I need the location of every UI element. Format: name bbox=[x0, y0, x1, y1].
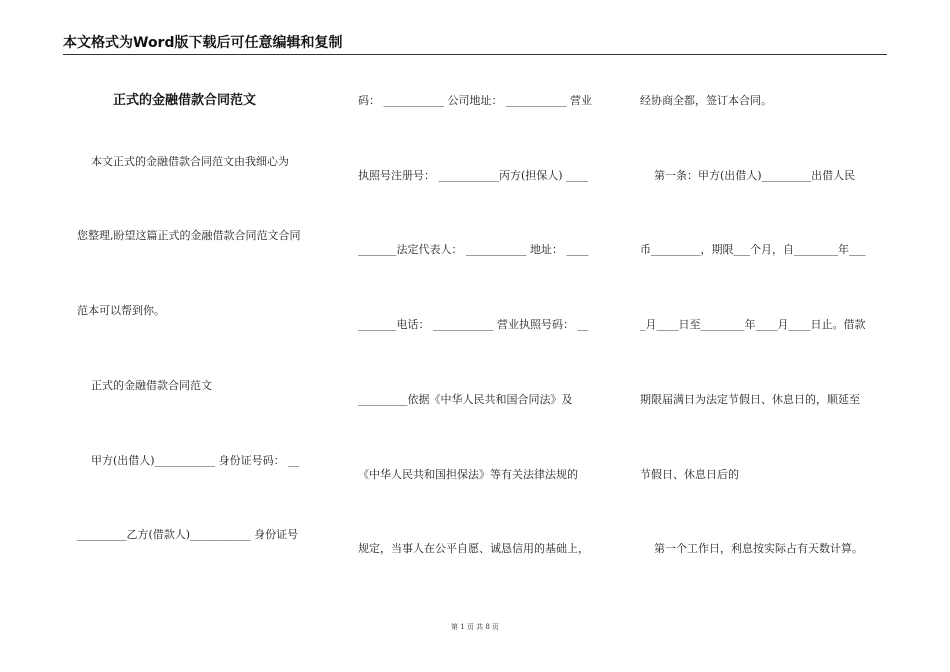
text-column-3 bbox=[640, 0, 890, 672]
text-line: _月____日至________年____月____日止。借款 bbox=[640, 318, 866, 331]
text-line: 《中华人民共和国担保法》等有关法律法规的 bbox=[358, 468, 578, 481]
text-line: 经协商全都，签订本合同。 bbox=[640, 94, 772, 107]
text-line: 您整理,盼望这篇正式的金融借款合同范文合同 bbox=[77, 229, 301, 242]
text-line: 码： ___________ 公司地址： ___________ 营业 bbox=[358, 94, 592, 107]
document-title: 正式的金融借款合同范文 bbox=[113, 93, 257, 108]
text-line: _________乙方(借款人)___________ 身份证号 bbox=[77, 528, 299, 541]
text-line: 本文正式的金融借款合同范文由我细心为 bbox=[77, 155, 289, 168]
text-column-1 bbox=[77, 0, 327, 672]
text-line: _______法定代表人： ___________ 地址： ____ bbox=[358, 243, 589, 256]
text-line: 规定，当事人在公平自愿、诚恳信用的基础上， bbox=[358, 542, 589, 555]
header-title: 本文格式为Word版下载后可任意编辑和复制 bbox=[63, 35, 343, 51]
text-column-2 bbox=[358, 0, 608, 672]
text-line: 第一个工作日，利息按实际占有天数计算。 bbox=[640, 542, 863, 555]
text-line: _________依据《中华人民共和国合同法》及 bbox=[358, 393, 573, 406]
text-line: 币_________，期限___个月，自________年___ bbox=[640, 243, 866, 256]
page-number: 第 1 页 共 8 页 bbox=[450, 623, 500, 631]
text-line: 甲方(出借人)___________ 身份证号码： __ bbox=[77, 454, 300, 467]
text-line: 节假日、休息日后的 bbox=[640, 468, 739, 481]
text-line: 第一条：甲方(出借人)_________出借人民 bbox=[640, 169, 856, 182]
text-line: 执照号注册号： ___________丙方(担保人) ____ bbox=[358, 169, 589, 182]
text-line: 期限届满日为法定节假日、休息日的，顺延至 bbox=[640, 393, 860, 406]
text-line: 正式的金融借款合同范文 bbox=[77, 379, 212, 392]
text-line: _______电话： ___________ 营业执照号码： __ bbox=[358, 318, 589, 331]
text-line: 范本可以帮到你。 bbox=[77, 304, 165, 317]
